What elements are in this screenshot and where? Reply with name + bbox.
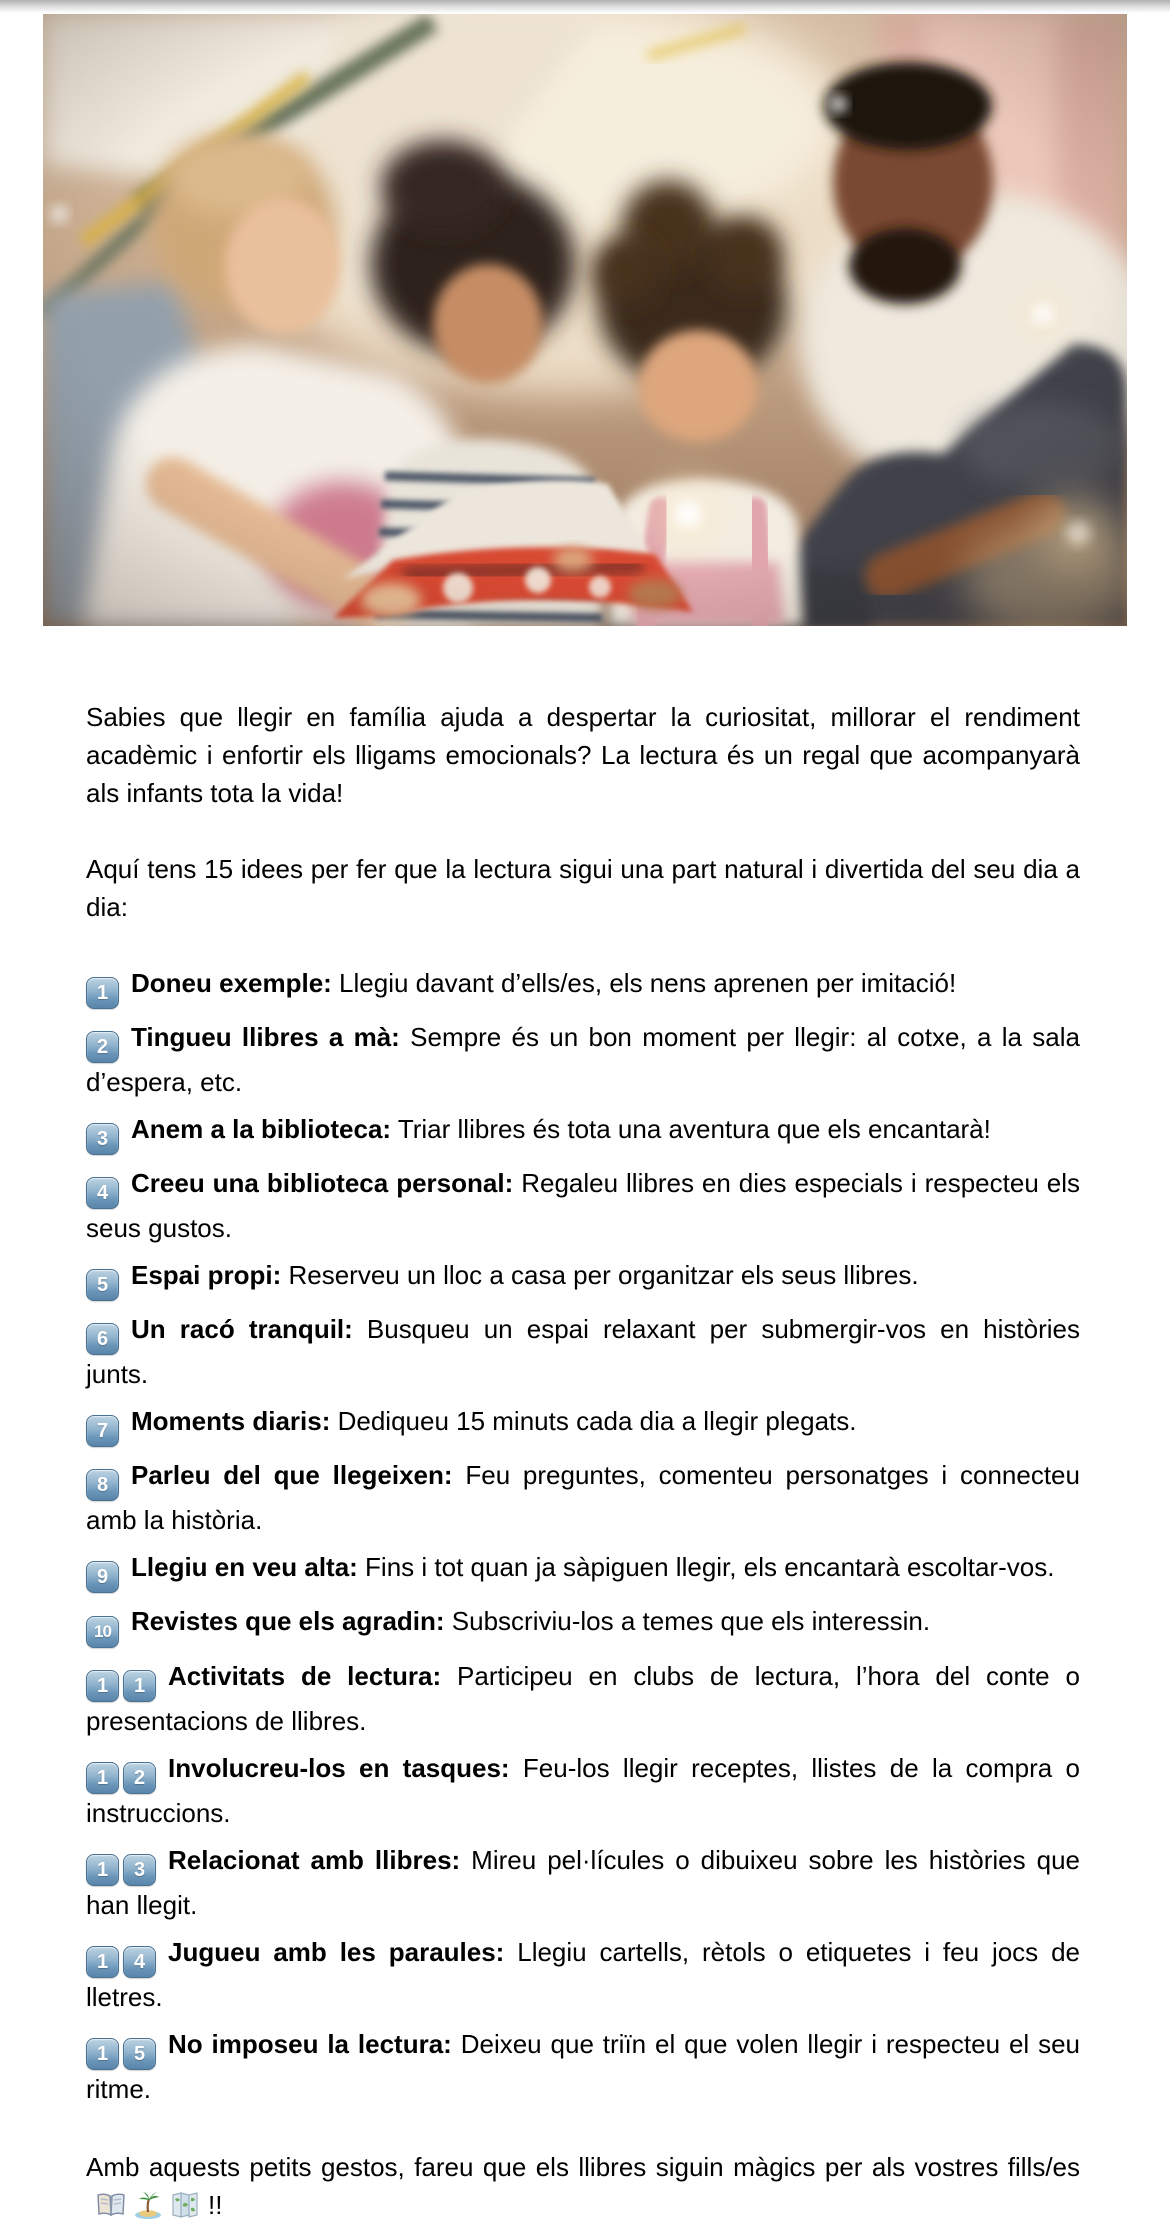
list-item [86,1402,1080,1447]
list-item [86,1602,1080,1648]
tip-title: Tingueu llibres a mà: [131,1022,400,1052]
list-item [86,1749,1080,1832]
tip-text: Regaleu llibres en dies especials i respecteu els seus gustos. [86,1168,1080,1243]
tip-title: Jugueu amb les paraules: [168,1937,505,1967]
list-item [86,1164,1080,1247]
tip-title: Doneu exemple: [131,968,332,998]
list-item [86,2025,1080,2108]
keycap-digit: 5 [86,1269,119,1301]
keycap-digit: 9 [86,1561,119,1593]
keycap-number-icon [86,2038,156,2070]
keycap-digit: 1 [86,1670,119,1702]
list-item [86,1657,1080,1740]
closing-paragraph [86,2148,1080,2224]
keycap-digit: 2 [86,1031,119,1063]
keycap-digit: 1 [86,1854,119,1886]
keycap-number-icon [86,1469,119,1501]
article-body [0,626,1170,2224]
tip-text: Triar llibres és tota una aventura que els encantarà! [391,1114,991,1144]
keycap-number-icon [86,1323,119,1355]
list-item [86,1456,1080,1539]
keycap-digit: 1 [86,2038,119,2070]
tip-title: Involucreu-los en tasques: [168,1753,510,1783]
list-item [86,1110,1080,1155]
keycap-digit: 5 [123,2038,156,2070]
tip-text: Deixeu que triïn el que volen llegir i respecteu el seu ritme. [86,2029,1080,2104]
list-item [86,1933,1080,2016]
tip-title: Parleu del que llegeixen: [131,1460,453,1490]
closing-suffix: !! [208,2190,223,2220]
hero-photo [43,14,1127,626]
keycap-number-icon [86,1670,156,1702]
tip-title: Llegiu en veu alta: [131,1552,358,1582]
keycap-digit: 3 [123,1854,156,1886]
keycap-number-icon [86,1561,119,1593]
keycap-number-icon [86,1854,156,1886]
list-item [86,1018,1080,1101]
tip-text: Subscriviu-los a temes que els interessin. [444,1606,931,1636]
keycap-number-icon [86,1616,119,1648]
list-item [86,1548,1080,1593]
world-map-icon [170,2190,200,2220]
family-reading-photo [43,14,1127,626]
keycap-digit: 4 [123,1946,156,1978]
keycap-digit: 1 [123,1670,156,1702]
keycap-number-icon [86,1031,119,1063]
tip-title: Un racó tranquil: [131,1314,353,1344]
keycap-digit: 1 [86,977,119,1009]
keycap-number-icon [86,1269,119,1301]
tips-list [86,964,1080,2108]
tip-title: Anem a la biblioteca: [131,1114,392,1144]
tip-text: Llegiu davant d’ells/es, els nens aprenen per imitació! [331,968,957,998]
emoji-row [96,2190,200,2220]
tip-text: Dediqueu 15 minuts cada dia a llegir plegats. [330,1406,857,1436]
list-item [86,1256,1080,1301]
tip-text: Busqueu un espai relaxant per submergir-vos en històries junts. [86,1314,1081,1389]
tip-text: Mireu pel·lícules o dibuixeu sobre les històries que han llegit. [86,1845,1080,1920]
tip-title: No imposeu la lectura: [168,2029,452,2059]
keycap-number-icon [86,1762,156,1794]
tip-text: Participeu en clubs de lectura, l’hora del conte o presentacions de llibres. [86,1661,1080,1736]
tip-title: Espai propi: [131,1260,282,1290]
tip-title: Activitats de lectura: [168,1661,442,1691]
tip-text: Feu preguntes, comenteu personatges i connecteu amb la història. [86,1460,1080,1535]
tip-text: Feu-los llegir receptes, llistes de la compra o instruccions. [86,1753,1080,1828]
desert-island-icon [133,2190,163,2220]
intro-paragraph-2: Aquí tens 15 idees per fer que la lectura sigui una part natural i divertida del seu dia a dia: [86,854,1080,922]
keycap-digit: 4 [86,1177,119,1209]
keycap-digit: 6 [86,1323,119,1355]
page-top-shadow [0,0,1170,13]
list-item [86,964,1080,1009]
tip-text: Reserveu un lloc a casa per organitzar els seus llibres. [281,1260,919,1290]
list-item [86,1310,1080,1393]
intro-paragraph-1: Sabies que llegir en família ajuda a despertar la curiositat, millorar el rendiment acadèmic i enfortir els lligams emocionals? La lectura és un regal que acompanyarà als infants tota la vida! [86,702,1080,808]
keycap-digit: 3 [86,1123,119,1155]
tip-title: Relacionat amb llibres: [168,1845,461,1875]
open-book-icon [96,2190,126,2220]
keycap-digit: 1 [86,1762,119,1794]
tip-text: Fins i tot quan ja sàpiguen llegir, els encantarà escoltar-vos. [357,1552,1055,1582]
keycap-number-icon [86,1123,119,1155]
keycap-digit: 2 [123,1762,156,1794]
keycap-number-icon [86,1946,156,1978]
tip-text: Llegiu cartells, rètols o etiquetes i feu jocs de lletres. [86,1937,1080,2012]
keycap-number-icon [86,977,119,1009]
closing-text: Amb aquests petits gestos, fareu que els llibres siguin màgics per als vostres fills/es [86,2152,1080,2182]
keycap-digit: 7 [86,1415,119,1447]
keycap-number-icon [86,1415,119,1447]
tip-title: Revistes que els agradin: [131,1606,445,1636]
tip-text: Sempre és un bon moment per llegir: al cotxe, a la sala d’espera, etc. [86,1022,1080,1097]
keycap-digit: 8 [86,1469,119,1501]
list-item [86,1841,1080,1924]
keycap-digit: 10 [86,1616,119,1648]
tip-title: Moments diaris: [131,1406,331,1436]
keycap-number-icon [86,1177,119,1209]
keycap-digit: 1 [86,1946,119,1978]
tip-title: Creeu una biblioteca personal: [131,1168,514,1198]
